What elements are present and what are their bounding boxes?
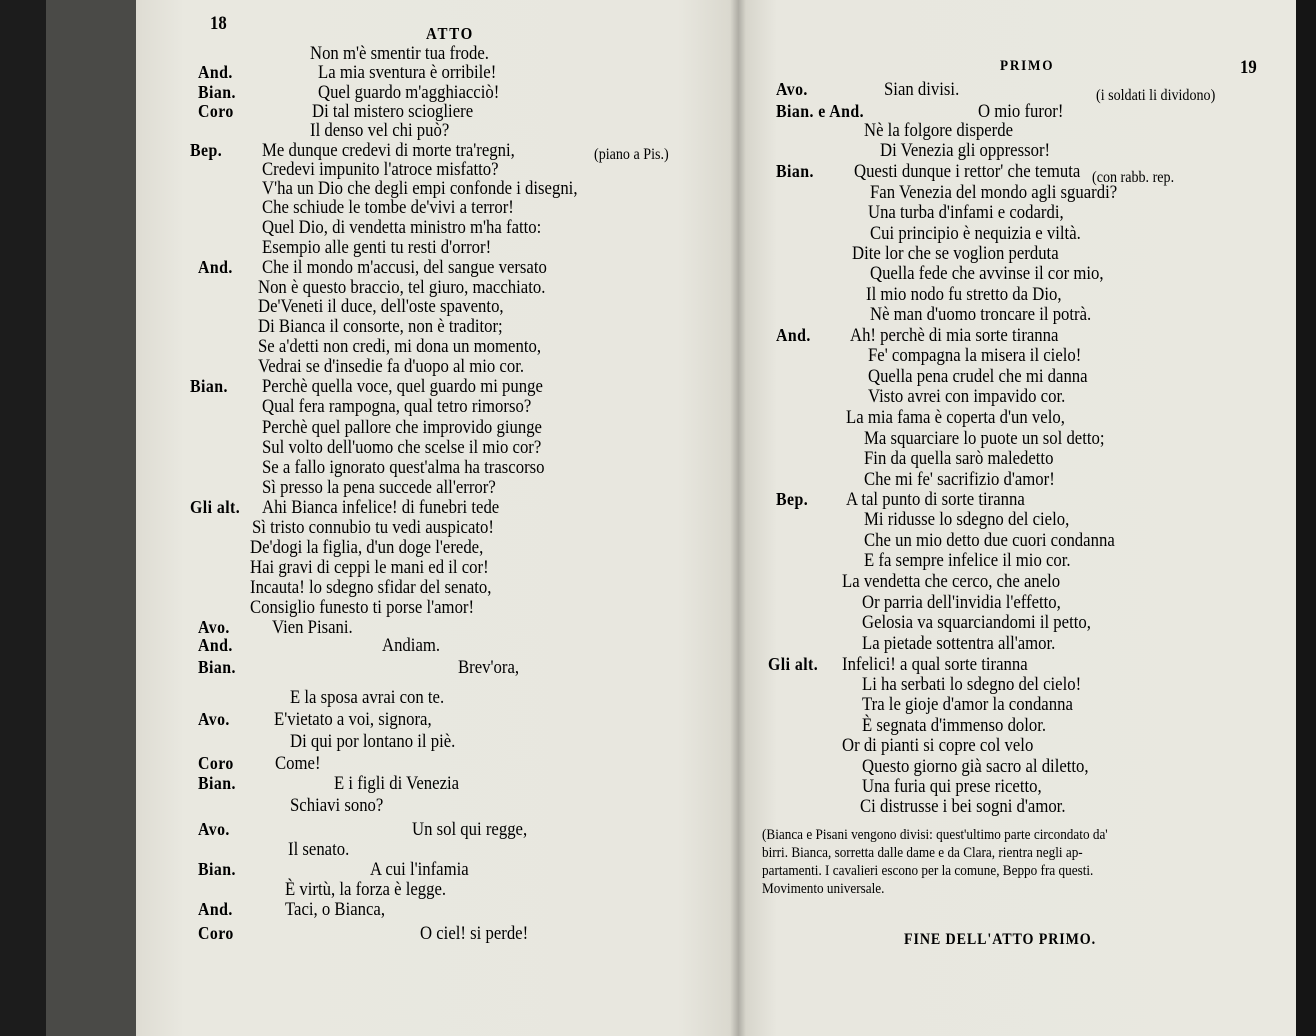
verse-line: Taci, o Bianca, bbox=[285, 899, 386, 920]
verse-line: Il denso vel chi può? bbox=[310, 120, 450, 141]
verse-line: A cui l'infamia bbox=[370, 859, 469, 880]
verse-line: Che un mio detto due cuori condanna bbox=[864, 530, 1115, 551]
verse-line: Dite lor che se voglion perduta bbox=[852, 243, 1059, 264]
verse-line: De'dogi la figlia, d'un doge l'erede, bbox=[250, 537, 484, 558]
speaker-label: Gli alt. bbox=[768, 654, 819, 674]
verse-line: E'vietato a voi, signora, bbox=[274, 709, 432, 730]
verse-line: E i figli di Venezia bbox=[334, 773, 460, 794]
speaker-label: Coro bbox=[198, 923, 234, 943]
speaker-label: And. bbox=[776, 325, 811, 345]
verse-line: V'ha un Dio che degli empi confonde i disegni, bbox=[262, 178, 578, 199]
verse-line: Schiavi sono? bbox=[290, 795, 384, 816]
verse-line: Fin da quella sarò maledetto bbox=[864, 448, 1054, 469]
speaker-label: Bian. bbox=[198, 773, 236, 793]
verse-line: Infelici! a qual sorte tiranna bbox=[842, 654, 1028, 675]
verse-line: Consiglio funesto ti porse l'amor! bbox=[250, 597, 475, 618]
speaker-label: And. bbox=[198, 62, 233, 82]
scan-background bbox=[0, 0, 46, 1036]
verse-line: O ciel! si perde! bbox=[420, 923, 529, 944]
verse-line: Hai gravi di ceppi le mani ed il cor! bbox=[250, 557, 489, 578]
verse-line: Questo giorno già sacro al diletto, bbox=[862, 756, 1089, 777]
verse-line: Ci distrusse i bei sogni d'amor. bbox=[860, 796, 1066, 817]
speaker-label: Gli alt. bbox=[190, 497, 241, 517]
verse-line: La pietade sottentra all'amor. bbox=[862, 633, 1056, 654]
verse-line: Se a fallo ignorato quest'alma ha trascorso bbox=[262, 457, 545, 478]
verse-line: Quel guardo m'agghiacciò! bbox=[318, 82, 500, 103]
verse-line: Di qui por lontano il piè. bbox=[290, 731, 456, 752]
speaker-label: Bian. e And. bbox=[776, 101, 865, 121]
verse-line: Mi ridusse lo sdegno del cielo, bbox=[864, 509, 1070, 530]
verse-line: Se a'detti non credi, mi dona un momento, bbox=[258, 336, 542, 357]
verse-line: De'Veneti il duce, dell'oste spavento, bbox=[258, 296, 504, 317]
verse-line: Qual fera rampogna, qual tetro rimorso? bbox=[262, 396, 532, 417]
verse-line: Ahi Bianca infelice! di funebri tede bbox=[262, 497, 500, 518]
speaker-label: Bian. bbox=[198, 82, 236, 102]
stage-direction-line: partamenti. I cavalieri escono per la comune, Beppo fra questi. bbox=[762, 863, 1094, 879]
verse-line: Esempio alle genti tu resti d'orror! bbox=[262, 237, 492, 258]
verse-line: Che mi fe' sacrifizio d'amor! bbox=[864, 469, 1055, 490]
verse-line: Perchè quel pallore che improvido giunge bbox=[262, 417, 542, 438]
left-page-header: ATTO bbox=[426, 24, 475, 43]
book-gutter bbox=[730, 0, 746, 1036]
verse-line: E la sposa avrai con te. bbox=[290, 687, 445, 708]
verse-line: Andiam. bbox=[382, 635, 441, 656]
stage-direction-line: birri. Bianca, sorretta dalle dame e da Clara, rientra negli ap- bbox=[762, 845, 1083, 861]
speaker-label: Bep. bbox=[190, 140, 223, 160]
verse-line: Brev'ora, bbox=[458, 657, 520, 678]
speaker-label: Avo. bbox=[776, 79, 808, 99]
verse-line: Sul volto dell'uomo che scelse il mio cor? bbox=[262, 437, 542, 458]
speaker-label: Bep. bbox=[776, 489, 809, 509]
verse-line: Come! bbox=[275, 753, 321, 774]
speaker-label: Bian. bbox=[198, 859, 236, 879]
verse-line: O mio furor! bbox=[978, 101, 1064, 122]
left-page-number: 18 bbox=[210, 13, 227, 34]
verse-line: Di tal mistero sciogliere bbox=[312, 101, 474, 122]
verse-line: La vendetta che cerco, che anelo bbox=[842, 571, 1061, 592]
verse-line: Perchè quella voce, quel guardo mi punge bbox=[262, 376, 543, 397]
speaker-label: Avo. bbox=[198, 819, 230, 839]
verse-line: Fe' compagna la misera il cielo! bbox=[868, 345, 1082, 366]
scan-background-right bbox=[1296, 0, 1316, 1036]
verse-line: Credevi impunito l'atroce misfatto? bbox=[262, 159, 499, 180]
stage-note: (con rabb. rep. bbox=[1092, 169, 1175, 186]
verse-line: La mia sventura è orribile! bbox=[318, 62, 497, 83]
verse-line: Di Bianca il consorte, non è traditor; bbox=[258, 316, 503, 337]
verse-line: Questi dunque i rettor' che temuta bbox=[854, 161, 1081, 182]
verse-line: Vien Pisani. bbox=[272, 617, 353, 638]
speaker-label: Bian. bbox=[190, 376, 228, 396]
verse-line: Quel Dio, di vendetta ministro m'ha fatto: bbox=[262, 217, 542, 238]
speaker-label: Avo. bbox=[198, 709, 230, 729]
speaker-label: Coro bbox=[198, 753, 234, 773]
right-page-header: PRIMO bbox=[1000, 58, 1055, 74]
book-cover-edge bbox=[46, 0, 136, 1036]
verse-line: Il mio nodo fu stretto da Dio, bbox=[866, 284, 1062, 305]
speaker-label: Bian. bbox=[198, 657, 236, 677]
verse-line: Un sol qui regge, bbox=[412, 819, 528, 840]
verse-line: Il senato. bbox=[288, 839, 350, 860]
verse-line: Cui principio è nequizia e viltà. bbox=[870, 223, 1081, 244]
verse-line: Una furia qui prese ricetto, bbox=[862, 776, 1042, 797]
verse-line: Sian divisi. bbox=[884, 79, 960, 100]
speaker-label: And. bbox=[198, 635, 233, 655]
verse-line: Or parria dell'invidia l'effetto, bbox=[862, 592, 1061, 613]
speaker-label: And. bbox=[198, 257, 233, 277]
stage-note: (piano a Pis.) bbox=[594, 146, 669, 163]
verse-line: Quella pena crudel che mi danna bbox=[868, 366, 1088, 387]
speaker-label: Avo. bbox=[198, 617, 230, 637]
verse-line: Che schiude le tombe de'vivi a terror! bbox=[262, 197, 514, 218]
verse-line: Tra le gioje d'amor la condanna bbox=[862, 694, 1073, 715]
verse-line: Me dunque credevi di morte tra'regni, bbox=[262, 140, 515, 161]
verse-line: Li ha serbati lo sdegno del cielo! bbox=[862, 674, 1082, 695]
verse-line: Sì tristo connubio tu vedi auspicato! bbox=[252, 517, 494, 538]
speaker-label: And. bbox=[198, 899, 233, 919]
verse-line: È segnata d'immenso dolor. bbox=[862, 715, 1047, 736]
verse-line: Vedrai se d'insedie fa d'uopo al mio cor. bbox=[258, 356, 525, 377]
verse-line: Non m'è smentir tua frode. bbox=[310, 43, 489, 64]
verse-line: Nè la folgore disperde bbox=[864, 120, 1014, 141]
verse-line: Non è questo braccio, tel giuro, macchiato. bbox=[258, 277, 546, 298]
verse-line: Sì presso la pena succede all'error? bbox=[262, 477, 496, 498]
stage-direction-line: (Bianca e Pisani vengono divisi: quest'ultimo parte circondato da' bbox=[762, 827, 1108, 843]
verse-line: Ma squarciare lo puote un sol detto; bbox=[864, 428, 1105, 449]
verse-line: E fa sempre infelice il mio cor. bbox=[864, 550, 1071, 571]
verse-line: Una turba d'infami e codardi, bbox=[868, 202, 1064, 223]
verse-line: Incauta! lo sdegno sfidar del senato, bbox=[250, 577, 492, 598]
verse-line: Nè man d'uomo troncare il potrà. bbox=[870, 304, 1092, 325]
verse-line: È virtù, la forza è legge. bbox=[285, 879, 447, 900]
right-page-number: 19 bbox=[1240, 57, 1257, 78]
verse-line: A tal punto di sorte tiranna bbox=[846, 489, 1025, 510]
verse-line: Quella fede che avvinse il cor mio, bbox=[870, 263, 1104, 284]
verse-line: Che il mondo m'accusi, del sangue versato bbox=[262, 257, 547, 278]
verse-line: Gelosia va squarciandomi il petto, bbox=[862, 612, 1091, 633]
stage-note: (i soldati li dividono) bbox=[1096, 87, 1216, 104]
verse-line: Visto avrei con impavido cor. bbox=[868, 386, 1066, 407]
act-end-footer: FINE DELL'ATTO PRIMO. bbox=[904, 931, 1097, 948]
verse-line: Fan Venezia del mondo agli sguardi? bbox=[870, 182, 1118, 203]
verse-line: Di Venezia gli oppressor! bbox=[880, 140, 1051, 161]
verse-line: La mia fama è coperta d'un velo, bbox=[846, 407, 1065, 428]
speaker-label: Coro bbox=[198, 101, 234, 121]
speaker-label: Bian. bbox=[776, 161, 814, 181]
stage-direction-line: Movimento universale. bbox=[762, 881, 885, 897]
verse-line: Or di pianti si copre col velo bbox=[842, 735, 1034, 756]
verse-line: Ah! perchè di mia sorte tiranna bbox=[850, 325, 1059, 346]
